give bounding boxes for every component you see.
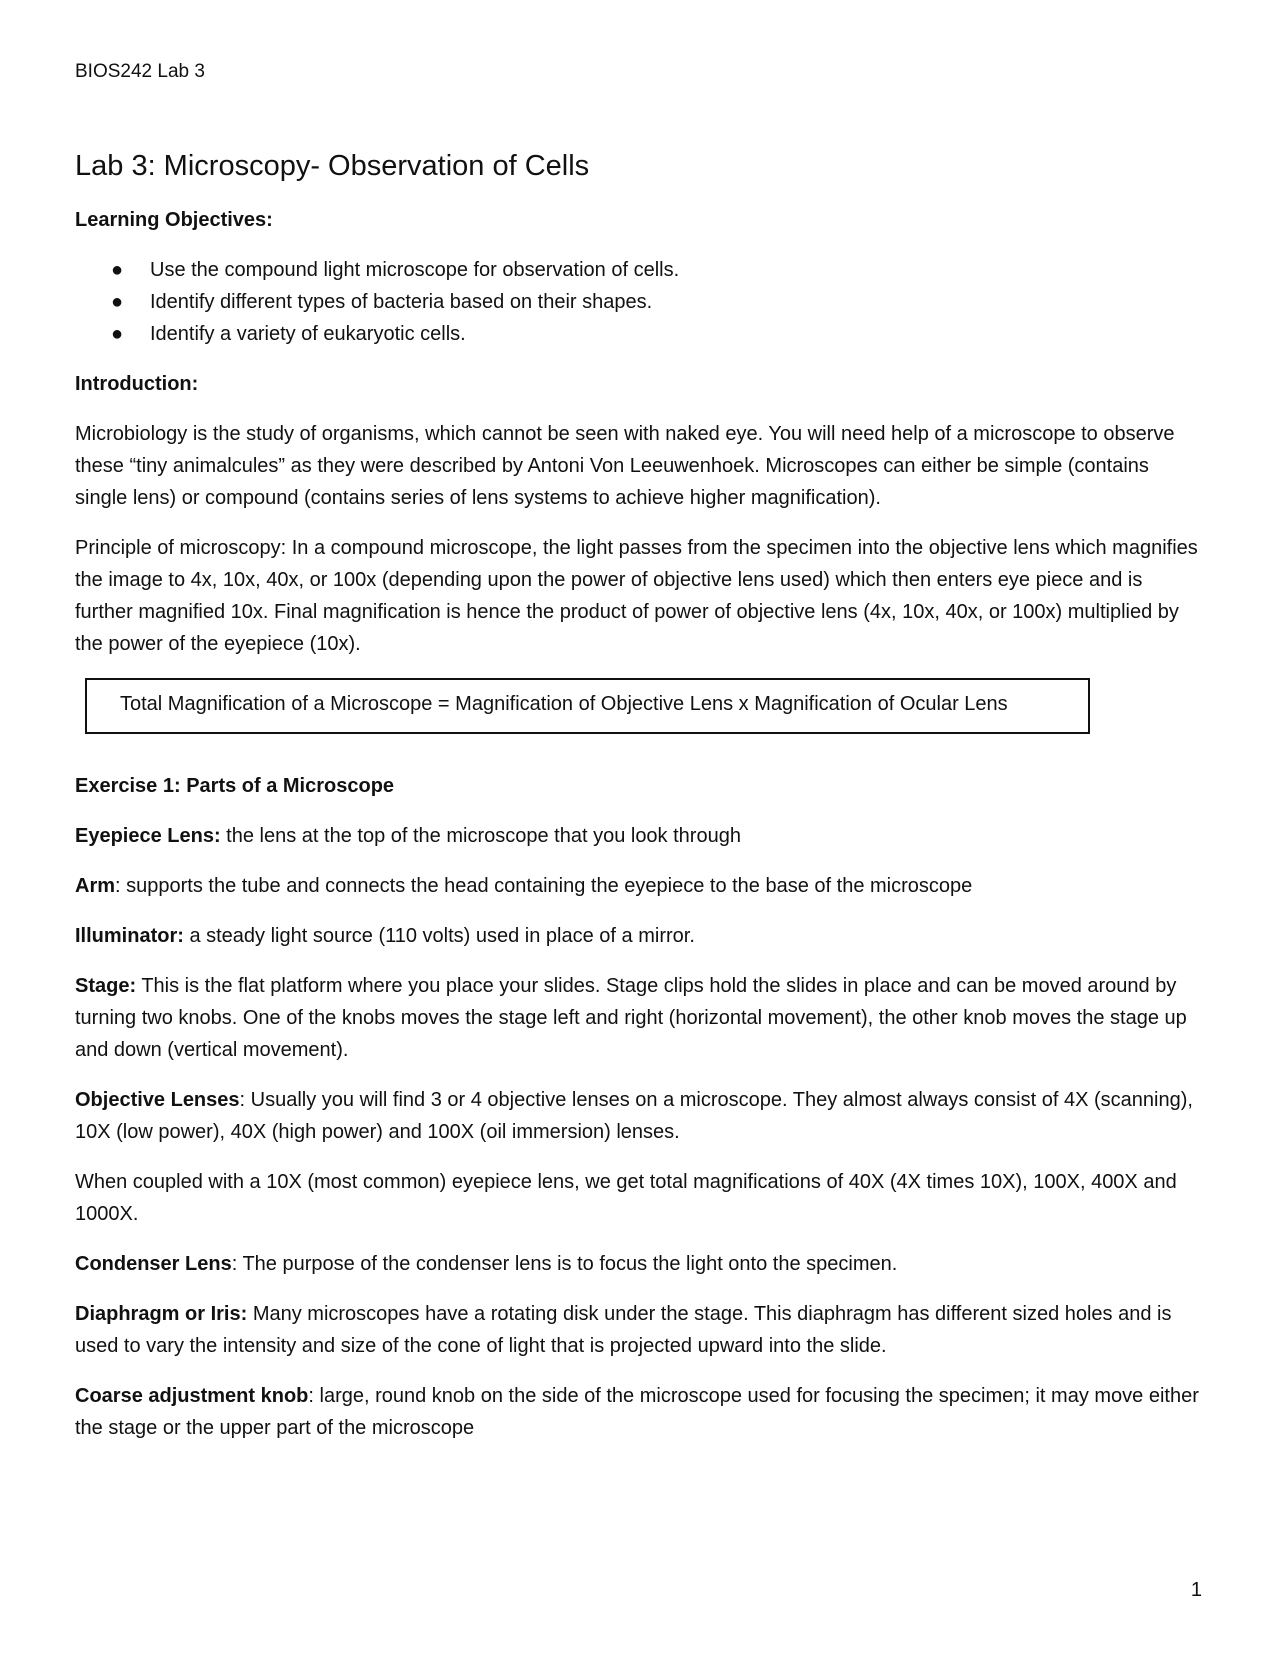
part-term: Arm [75,875,116,897]
objectives-heading: Learning Objectives: [75,209,273,231]
document-title: Lab 3: Microscopy- Observation of Cells [75,150,590,182]
part-definition [75,970,1200,1066]
part-description: the lens at the top of the microscope that you look through [220,825,741,847]
running-header: BIOS242 Lab 3 [75,61,205,82]
part-definition [75,1298,1200,1362]
part-term: Coarse adjustment knob [75,1385,309,1407]
part-term: Eyepiece Lens: [75,825,221,847]
part-term: Stage: [75,975,137,997]
part-term: Objective Lenses [75,1089,240,1111]
bullet-icon: ● [111,291,124,313]
part-definition [75,920,1200,952]
part-term: Condenser Lens [75,1253,232,1275]
part-definition [75,820,1200,852]
part-description: : The purpose of the condenser lens is to focus the light onto the specimen. [231,1253,898,1275]
part-description: : Usually you will find 3 or 4 objective lenses on a microscope. They almost always consist of 4X (scanning), 10X (low power), 40X (high power) and 100X (oil immersion) lenses. [75,1089,1193,1143]
bullet-icon: ● [111,259,124,281]
part-definition [75,1084,1200,1148]
part-description: : large, round knob on the side of the microscope used for focusing the specimen; it may move either the stage or the upper part of the microscope [75,1385,1199,1439]
part-definition [75,1380,1200,1444]
bullet-icon: ● [111,323,124,345]
part-definition [75,1248,1200,1280]
magnification-formula-box: Total Magnification of a Microscope = Magnification of Objective Lens x Magnification of Ocular Lens [85,678,1090,734]
page-number: 1 [1190,1579,1202,1601]
list-item [75,254,1200,286]
list-item-text: Use the compound light microscope for observation of cells. [150,259,680,281]
list-item-text: Identify a variety of eukaryotic cells. [150,323,466,345]
objectives-list [75,254,1200,350]
list-item [75,286,1200,318]
principle-paragraph: Principle of microscopy: In a compound microscope, the light passes from the specimen into the objective lens which magnifies the image to 4x, 10x, 40x, or 100x (depending upon the power of objective lens used) which then enters eye piece and is further magnified 10x. Final magnification is hence the product of power of objective lens (4x, 10x, 40x, or 100x) multiplied by the power of the eyepiece (10x). [75,537,1198,655]
introduction-heading: Introduction: [75,373,199,395]
part-term: Diaphragm or Iris: [75,1303,248,1325]
part-description: : supports the tube and connects the head containing the eyepiece to the base of the microscope [115,875,973,897]
part-description: a steady light source (110 volts) used in place of a mirror. [183,925,695,947]
part-term: Illuminator: [75,925,184,947]
part-description: This is the flat platform where you place your slides. Stage clips hold the slides in place and can be moved around by turning two knobs. One of the knobs moves the stage left and right (horizontal movement), the other knob moves the stage up and down (vertical movement). [75,975,1187,1061]
document-body [75,148,1200,1462]
magnification-note: When coupled with a 10X (most common) eyepiece lens, we get total magnifications of 40X (4X times 10X), 100X, 400X and 1000X. [75,1171,1177,1225]
part-description: Many microscopes have a rotating disk under the stage. This diaphragm has different sized holes and is used to vary the intensity and size of the cone of light that is projected upward into the slide. [75,1303,1172,1357]
list-item [75,318,1200,350]
introduction-paragraph: Microbiology is the study of organisms, which cannot be seen with naked eye. You will need help of a microscope to observe these “tiny animalcules” as they were described by Antoni Von Leeuwenhoek. Microscopes can either be simple (contains single lens) or compound (contains series of lens systems to achieve higher magnification). [75,423,1175,509]
exercise-heading: Exercise 1: Parts of a Microscope [75,775,395,797]
part-definition [75,870,1200,902]
list-item-text: Identify different types of bacteria based on their shapes. [150,291,653,313]
